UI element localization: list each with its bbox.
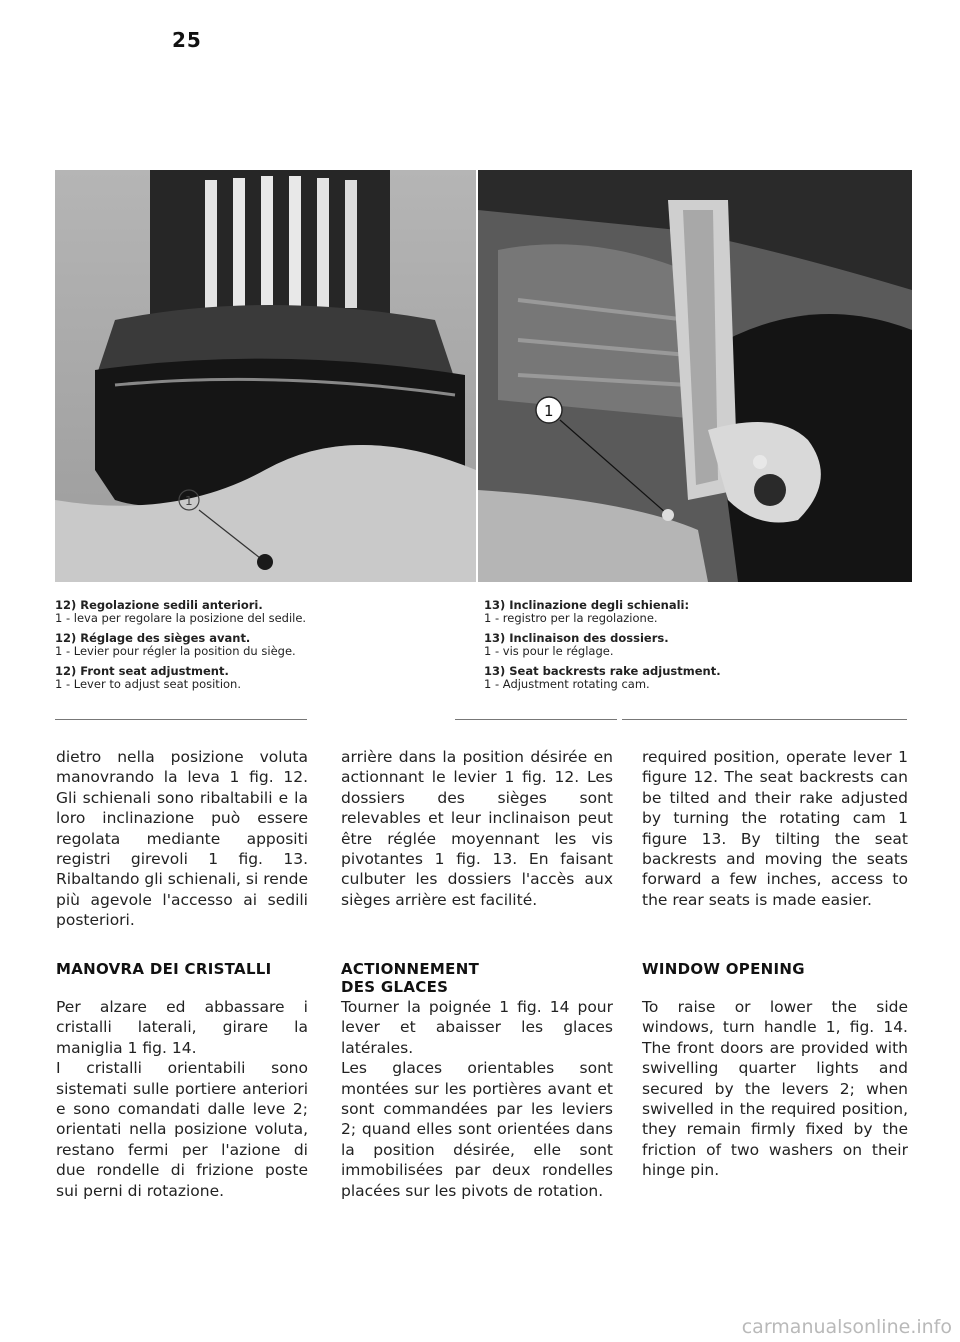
caption-text: 1 - Levier pour régler la position du siège. (55, 643, 296, 658)
heading-english: WINDOW OPENING (642, 960, 805, 978)
paragraph: Tourner la poignée 1 fig. 14 pour lever et abaisser les glaces latérales. (341, 998, 613, 1057)
caption-text: 1 - vis pour le réglage. (484, 643, 614, 658)
rotating-cam-icon (662, 509, 674, 521)
heading-french: ACTIONNEMENT DES GLACES (341, 960, 480, 996)
column-english (642, 747, 908, 910)
column-italian (56, 747, 308, 931)
column-french-body (341, 997, 613, 1201)
paragraph: arrière dans la position désirée en actionnant le levier 1 fig. 12. Les dossiers des sièges sont relevables et leur inclinaison peut être réglée moyennant les vis pivotantes 1 fig. 13. En faisant culbuter les dossiers l'accès aux sièges arrière est facilité. (341, 748, 613, 909)
caption-title: 13) Inclinazione degli schienali: (484, 598, 690, 612)
figure-13-photo (478, 170, 912, 582)
paragraph: required position, operate lever 1 figure 12. The seat backrests can be tilted and their rake adjusted by turning the rotating cam 1 figure 13. By tilting the seat backrests and moving the seats forward a few inches, access to the rear seats is made easier. (642, 748, 908, 909)
figure-12-captions (55, 599, 475, 698)
paragraph: To raise or lower the side windows, turn handle 1, fig. 14. The front doors are provided with swivelling quarter lights and secured by the levers 2; when swivelled in the required position, they remain firmly fixed by the friction of two washers on their hinge pin. (642, 998, 908, 1180)
separator-rule (55, 719, 307, 720)
page-number: 25 (172, 28, 202, 52)
heading-italian: MANOVRA DEI CRISTALLI (56, 960, 272, 978)
figure-13-captions (484, 599, 904, 698)
caption-french (55, 632, 475, 657)
caption-italian (484, 599, 904, 624)
callout-number: 1 (544, 402, 554, 420)
caption-title: 12) Regolazione sedili anteriori. (55, 598, 263, 612)
column-italian-body (56, 997, 308, 1201)
column-french (341, 747, 613, 910)
separator-rule (455, 719, 617, 720)
caption-italian (55, 599, 475, 624)
caption-text: 1 - Lever to adjust seat position. (55, 676, 241, 691)
separator-rule (622, 719, 907, 720)
paragraph: Per alzare ed abbassare i cristalli laterali, girare la maniglia 1 fig. 14. (56, 998, 308, 1057)
caption-english (484, 665, 904, 690)
caption-text: 1 - leva per regolare la posizione del sedile. (55, 610, 307, 625)
watermark: carmanualsonline.info (741, 1316, 952, 1338)
caption-title: 12) Réglage des sièges avant. (55, 631, 251, 645)
caption-text: 1 - Adjustment rotating cam. (484, 676, 650, 691)
caption-text: 1 - registro per la regolazione. (484, 610, 658, 625)
seat-lever-knob-icon (257, 554, 273, 570)
callout-number: 1 (185, 494, 193, 508)
figure-12-photo (55, 170, 476, 582)
caption-title: 12) Front seat adjustment. (55, 664, 229, 678)
caption-french (484, 632, 904, 657)
front-seat-illustration (55, 170, 476, 582)
caption-title: 13) Seat backrests rake adjustment. (484, 664, 721, 678)
paragraph: dietro nella posizione voluta manovrando la leva 1 fig. 12. Gli schienali sono ribaltabili e la loro inclinazione può essere regolata mediante appositi registri girevoli 1 fig. 13. Ribaltando gli schienali, si rende più agevole l'accesso ai sedili posteriori. (56, 748, 308, 930)
paragraph: Les glaces orientables sont montées sur les portières avant et sont commandées par les leviers 2; quand elles sont orientées dans la position désirée, elle sont immobilisées par deux rondelles placées sur les pivots de rotation. (341, 1059, 613, 1200)
caption-english (55, 665, 475, 690)
seat-backrest-illustration (478, 170, 912, 582)
caption-title: 13) Inclinaison des dossiers. (484, 631, 669, 645)
paragraph: I cristalli orientabili sono sistemati sulle portiere anteriori e sono comandati dalle leve 2; orientati nella posizione voluta, restano fermi per l'azione di due rondelle di frizione poste sui perni di rotazione. (56, 1059, 308, 1200)
column-english-body (642, 997, 908, 1181)
